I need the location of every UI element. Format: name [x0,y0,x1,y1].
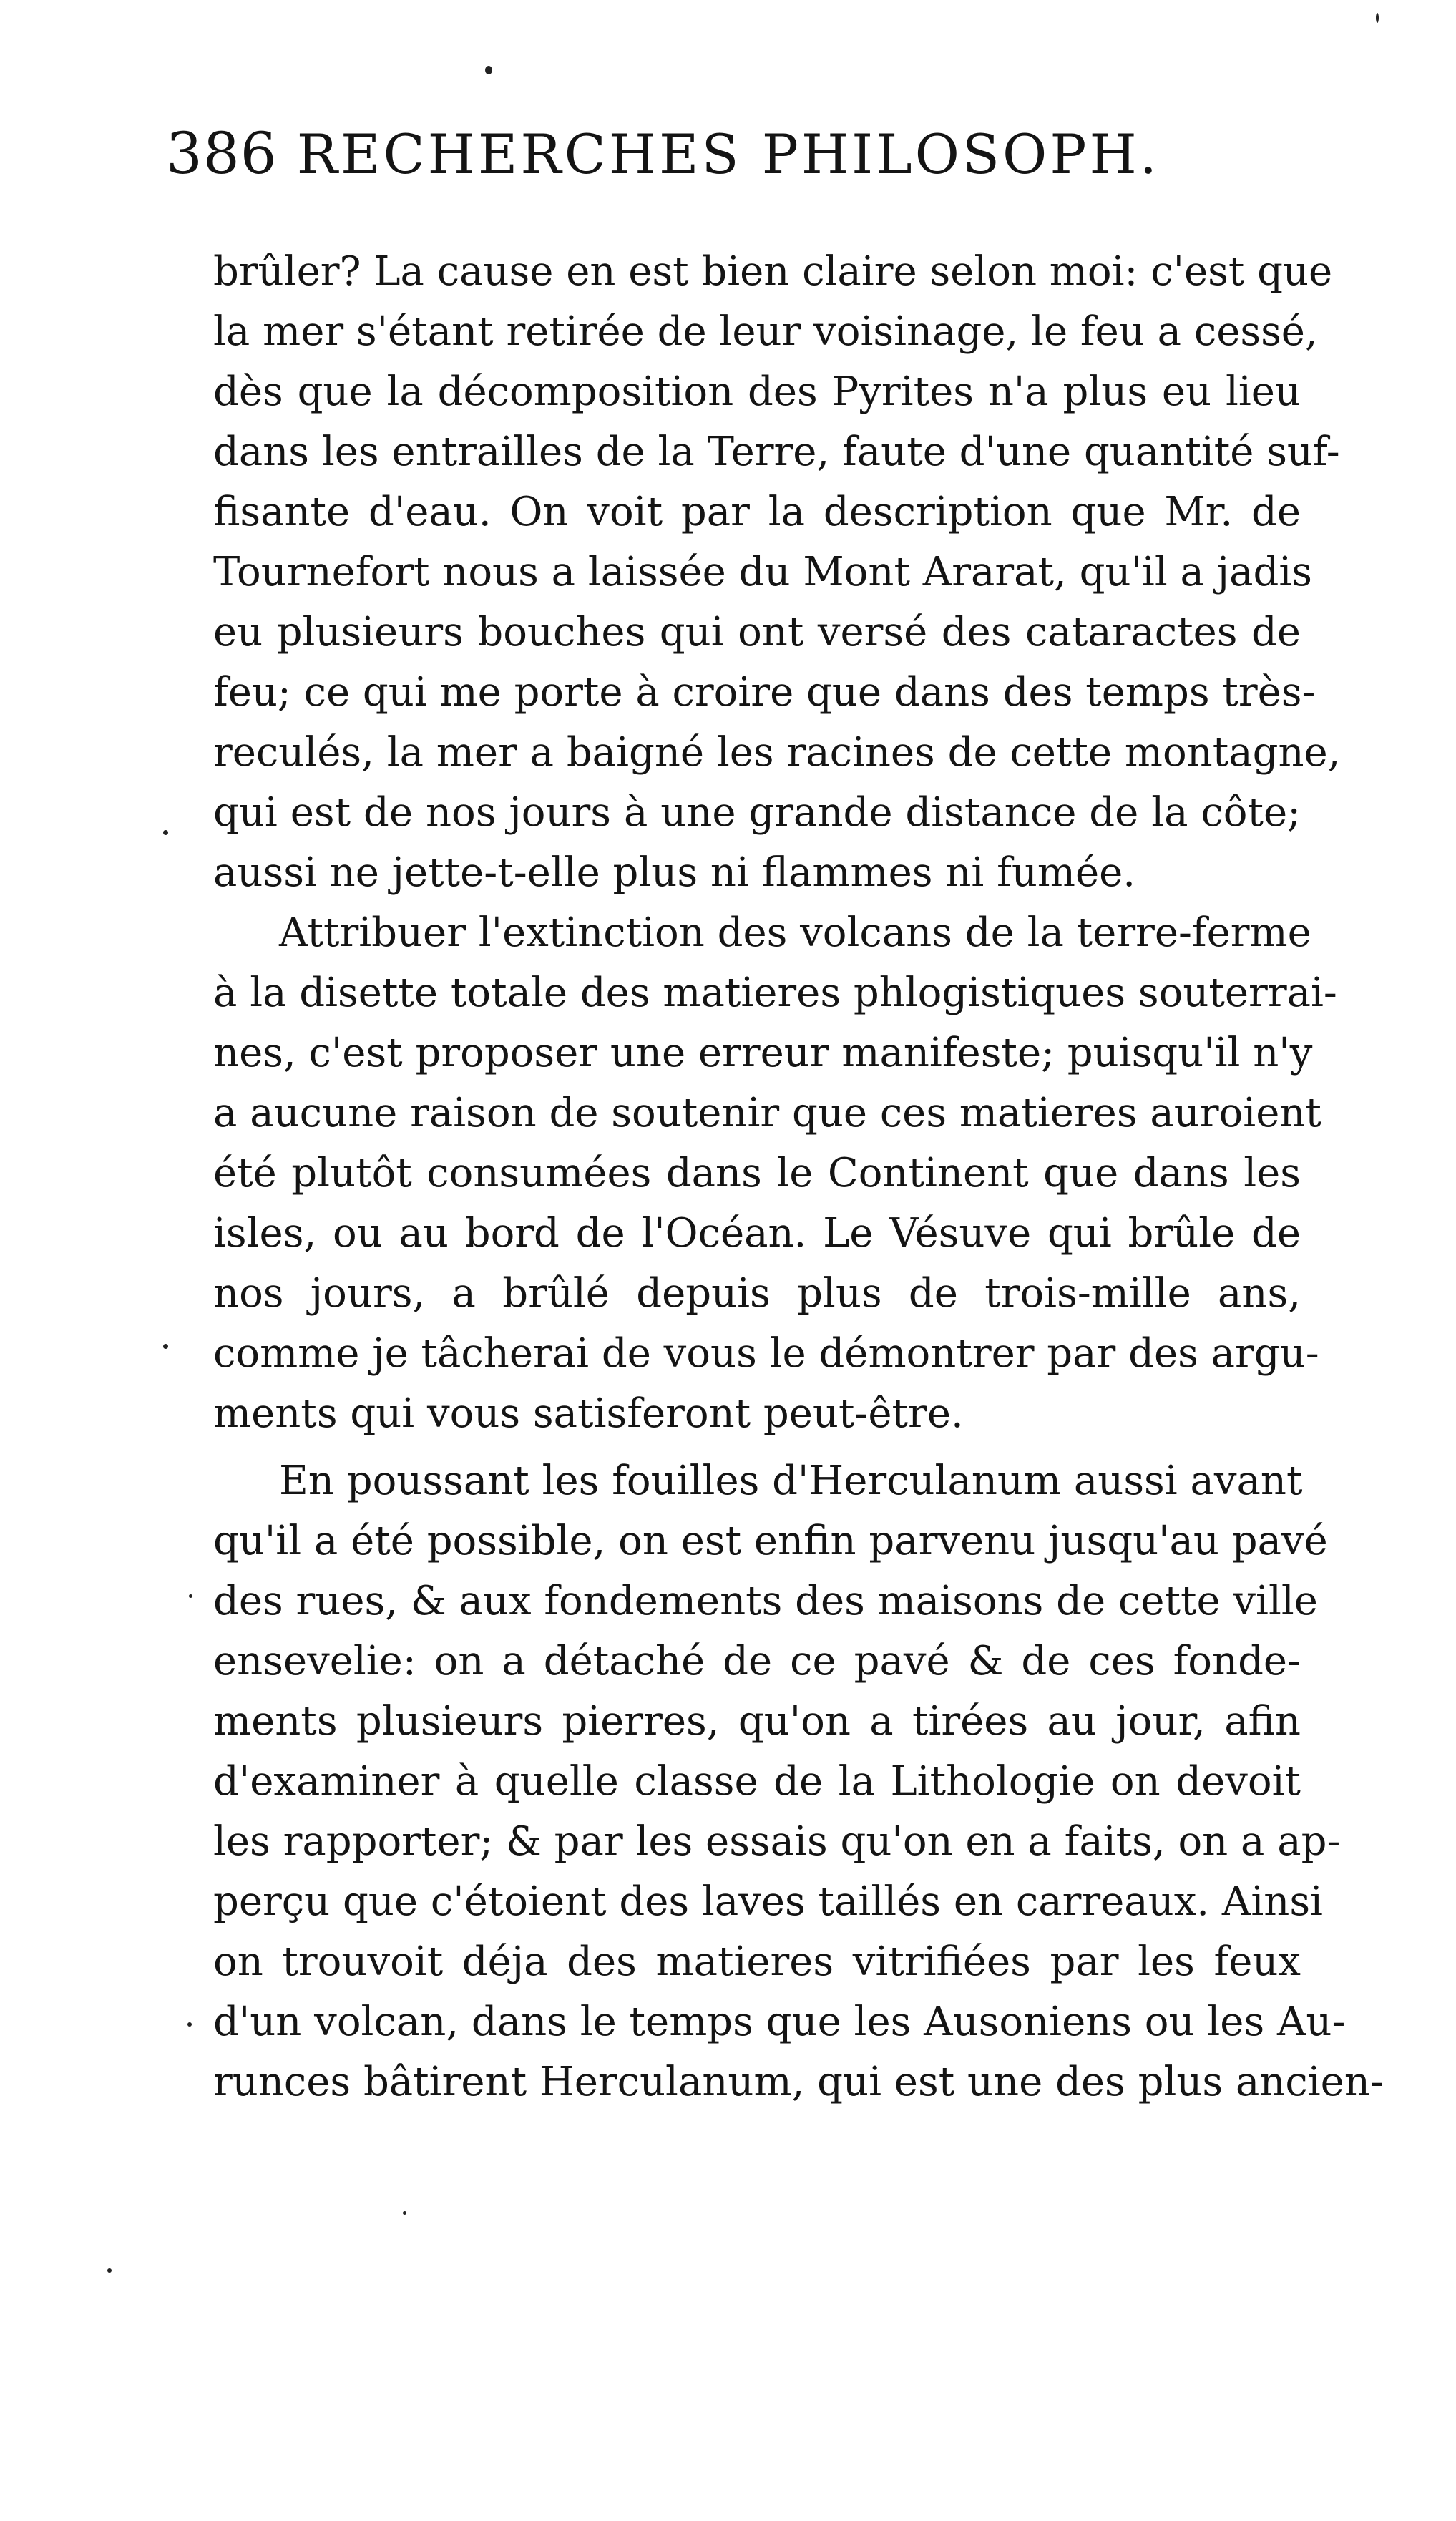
ink-speck [107,2268,112,2273]
text-line: qui est de nos jours à une grande distance de la côte; [213,789,1301,836]
text-line: ments qui vous satisferont peut-être. [213,1390,964,1437]
text-line: d'examiner à quelle classe de la Lithologie on devoit [213,1758,1301,1805]
running-head: RECHERCHES PHILOSOPH. [296,122,1160,186]
text-line: eu plusieurs bouches qui ont versé des cataractes de [213,609,1301,655]
text-line: ments plusieurs pierres, qu'on a tirées au jour, afin [213,1698,1301,1745]
ink-speck [163,830,168,835]
ink-speck [485,66,492,74]
ink-speck [189,1594,192,1598]
page-header [166,120,1282,206]
text-line: Tournefort nous a laissée du Mont Ararat, qu'il a jadis [213,549,1312,595]
text-line: comme je tâcherai de vous le démontrer par des argu- [213,1330,1319,1377]
text-line: à la disette totale des matieres phlogistiques souterrai- [213,970,1337,1016]
text-line: ensevelie: on a détaché de ce pavé & de ces fonde- [213,1638,1301,1684]
page-number: 386 [166,120,278,187]
text-line: d'un volcan, dans le temps que les Ausoniens ou les Au- [213,1999,1346,2045]
text-line: feu; ce qui me porte à croire que dans des temps très- [213,669,1316,716]
text-line: nos jours, a brûlé depuis plus de trois-mille ans, [213,1270,1301,1317]
paragraph-gap [213,1444,1301,1451]
text-line: brûler? La cause en est bien claire selon moi: c'est que [213,248,1333,295]
paragraph-start-line: Attribuer l'extinction des volcans de la terre-ferme [279,910,1311,956]
text-line: dans les entrailles de la Terre, faute d'une quantité suf- [213,429,1340,475]
text-line: a aucune raison de soutenir que ces matieres auroient [213,1090,1321,1136]
text-line: les rapporter; & par les essais qu'on en a faits, on a ap- [213,1818,1341,1865]
ink-speck [187,2022,192,2027]
text-line: fisante d'eau. On voit par la description que Mr. de [213,489,1301,535]
body-text [213,242,1384,2112]
text-line: nes, c'est proposer une erreur manifeste; puisqu'il n'y [213,1030,1313,1076]
text-line: reculés, la mer a baigné les racines de cette montagne, [213,729,1341,776]
text-line: on trouvoit déja des matieres vitrifiées par les feux [213,1939,1301,1985]
text-line: qu'il a été possible, on est enfin parvenu jusqu'au pavé [213,1518,1328,1564]
text-line: runces bâtirent Herculanum, qui est une des plus ancien- [213,2059,1384,2105]
text-line: des rues, & aux fondements des maisons de cette ville [213,1578,1318,1624]
text-line: dès que la décomposition des Pyrites n'a plus eu lieu [213,369,1301,415]
text-line: perçu que c'étoient des laves taillés en carreaux. Ainsi [213,1878,1323,1925]
text-line: aussi ne jette-t-elle plus ni flammes ni fumée. [213,849,1136,896]
text-line: isles, ou au bord de l'Océan. Le Vésuve qui brûle de [213,1210,1301,1257]
ink-speck [1376,13,1379,23]
text-line: la mer s'étant retirée de leur voisinage, le feu a cessé, [213,308,1318,355]
ink-speck [163,1344,168,1349]
paragraph-start-line: En poussant les fouilles d'Herculanum aussi avant [279,1458,1303,1504]
text-line: été plutôt consumées dans le Continent que dans les [213,1150,1301,1196]
ink-speck [403,2211,406,2215]
